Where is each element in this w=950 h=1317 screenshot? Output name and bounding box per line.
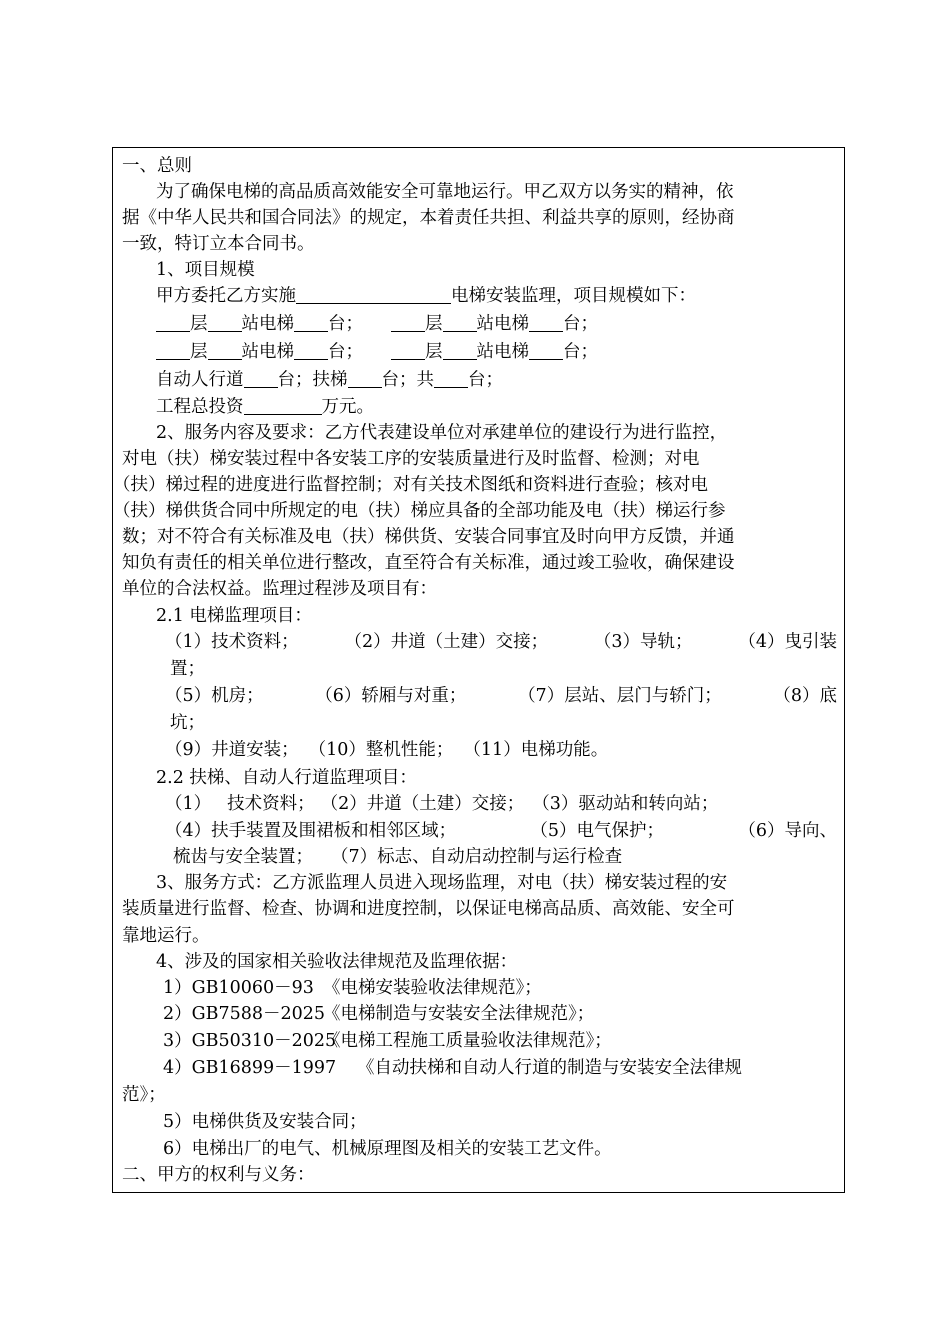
item2-line-3: （扶）梯过程的进度进行监督控制；对有关技术图纸和资料进行查验；核对电 <box>113 475 708 495</box>
item22-title: 2.2 扶梯、自动人行道监理项目： <box>156 768 417 788</box>
item2-line-5: 数；对不符合有关标准及电（扶）梯供货、安装合同事宜及时向甲方反馈，并通 <box>122 527 735 547</box>
item2-line-2: 对电（扶）梯安装过程中各安装工序的安装质量进行及时监督、检测；对电 <box>122 449 700 469</box>
item3-line-3: 靠地运行。 <box>122 926 210 946</box>
reg-line-4: 4）GB16899－1997 《自动扶梯和自动人行道的制造与安装安全法律规 <box>163 1058 742 1078</box>
item2-line-7: 单位的合法权益。监理过程涉及项目有： <box>122 579 437 599</box>
intro-line-1: 为了确保电梯的高品质高效能安全可靠地运行。甲乙双方以务实的精神，依 <box>156 182 734 202</box>
escalator-items-row-3: 梳齿与安全装置； （7）标志、自动启动控制与运行检查 <box>173 847 623 867</box>
intro-line-3: 一致，特订立本合同书。 <box>122 234 315 254</box>
item3-line-2: 装质量进行监督、检查、协调和进度控制，以保证电梯高品质、高效能、安全可 <box>122 899 735 919</box>
intro-line-2: 据《中华人民共和国合同法》的规定，本着责任共担、利益共享的原则，经协商 <box>122 208 735 228</box>
item2-line-6: 知负有责任的相关单位进行整改，直至符合有关标准，通过竣工验收，确保建设 <box>122 553 735 573</box>
reg-line-2: 2）GB7588－2025《电梯制造与安装安全法律规范》； <box>163 1004 595 1024</box>
reg-line-3: 3）GB50310－2025《电梯工程施工质量验收法律规范》； <box>163 1031 612 1051</box>
reg-line-6: 6）电梯出厂的电气、机械原理图及相关的安装工艺文件。 <box>163 1139 612 1159</box>
elevator-items-row-3: （9）井道安装； （10）整机性能； （11）电梯功能。 <box>165 740 609 760</box>
elevator-items-row-2-cont: 坑； <box>170 713 205 733</box>
elevator-items-row-1-cont: 置； <box>170 659 205 679</box>
item1-scope-line: 甲方委托乙方实施 电梯安装监理，项目规模如下： <box>156 286 696 306</box>
elevator-items-row-1: （1）技术资料； （2）井道（土建）交接； （3）导轨； （4）曳引装 <box>165 632 837 652</box>
elevator-spec-row-2: 层 站电梯 台； 层 站电梯 台； <box>156 339 598 365</box>
item4-title: 4、涉及的国家相关验收法律规范及监理依据： <box>156 952 518 972</box>
item3-line-1: 3、服务方式：乙方派监理人员进入现场监理，对电（扶）梯安装过程的安 <box>156 873 728 893</box>
contract-frame <box>112 147 845 1193</box>
item2-line-1: 2、服务内容及要求：乙方代表建设单位对承建单位的建设行为进行监控， <box>156 423 728 443</box>
blank-investment <box>244 396 322 415</box>
section-title-general: 一、总则 <box>122 156 192 176</box>
blank-project-name <box>296 285 451 304</box>
total-investment-row: 工程总投资 万元。 <box>156 397 374 417</box>
reg-line-1: 1）GB10060－93 《电梯安装验收法律规范》； <box>163 978 542 998</box>
reg-line-5: 5）电梯供货及安装合同； <box>163 1112 367 1132</box>
item21-title: 2.1 电梯监理项目： <box>156 606 312 626</box>
item2-line-4: （扶）梯供货合同中所规定的电（扶）梯应具备的全部功能及电（扶）梯运行参 <box>113 501 726 521</box>
elevator-spec-row-1: 层 站电梯 台； 层 站电梯 台； <box>156 311 598 337</box>
elevator-items-row-2: （5）机房； （6）轿厢与对重； （7）层站、层门与轿门； （8）底 <box>165 686 837 706</box>
escalator-items-row-1: （1） 技术资料； （2）井道（土建）交接； （3）驱动站和转向站； <box>165 794 719 814</box>
escalator-items-row-2: （4）扶手装置及围裙板和相邻区域； （5）电气保护； （6）导向、 <box>165 821 837 841</box>
reg-line-4-cont: 范》； <box>122 1085 166 1105</box>
section-title-party-a: 二、甲方的权利与义务： <box>122 1165 315 1185</box>
item1-title: 1、项目规模 <box>156 260 255 280</box>
escalator-walkway-row: 自动人行道 台；扶梯 台；共 台； <box>156 370 503 390</box>
